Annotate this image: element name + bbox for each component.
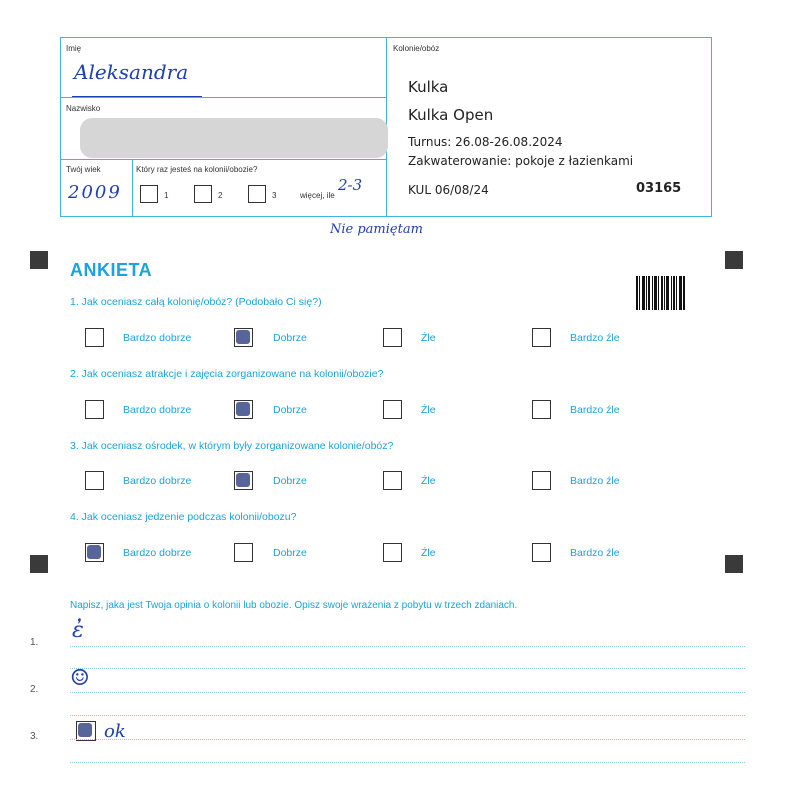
turnus: Turnus: 26.08-26.08.2024 <box>408 135 563 149</box>
form-number: 03165 <box>636 181 682 196</box>
answer-3-mark <box>76 721 96 741</box>
q1-option-zle[interactable] <box>383 328 402 347</box>
camp-label: Kolonie/obóz <box>393 44 440 53</box>
barcode <box>636 276 690 310</box>
answer-line <box>70 692 745 693</box>
q2-label-dobrze: Dobrze <box>273 404 307 416</box>
q3-label-zle: Źle <box>421 475 436 487</box>
handwritten-note: Nie pamiętam <box>330 222 423 237</box>
registration-marker <box>30 251 48 269</box>
answer-line <box>70 715 745 716</box>
camp-program: Kulka Open <box>408 106 494 124</box>
header-age-divider <box>132 159 133 217</box>
q2-option-bardzo-dobrze[interactable] <box>85 400 104 419</box>
camp-code: KUL 06/08/24 <box>408 183 489 197</box>
answer-3[interactable]: ok <box>104 721 126 742</box>
q3-option-bardzo-zle[interactable] <box>532 471 551 490</box>
q4-option-dobrze[interactable] <box>234 543 253 562</box>
q3-label-bardzo-dobrze: Bardzo dobrze <box>123 475 192 487</box>
q2-label-bardzo-zle: Bardzo źle <box>570 404 620 416</box>
accommodation: Zakwaterowanie: pokoje z łazienkami <box>408 154 634 168</box>
q2-label-bardzo-dobrze: Bardzo dobrze <box>123 404 192 416</box>
registration-marker <box>725 555 743 573</box>
camp-name: Kulka <box>408 78 449 96</box>
registration-marker <box>30 555 48 573</box>
registration-marker <box>725 251 743 269</box>
more-label: więcej, ile <box>300 191 335 200</box>
more-value: 2-3 <box>338 176 363 194</box>
q4-option-zle[interactable] <box>383 543 402 562</box>
answer-line <box>70 739 745 740</box>
q1-option-dobrze[interactable] <box>234 328 253 347</box>
times-label: Który raz jesteś na kolonii/obozie? <box>136 165 258 174</box>
first-name-value: Aleksandra <box>74 60 189 84</box>
q3-option-dobrze[interactable] <box>234 471 253 490</box>
q2-option-bardzo-zle[interactable] <box>532 400 551 419</box>
q1-label-bardzo-zle: Bardzo źle <box>570 332 620 344</box>
q1-label-bardzo-dobrze: Bardzo dobrze <box>123 332 192 344</box>
times-option-3: 3 <box>272 191 277 200</box>
survey-title: ANKIETA <box>70 260 153 280</box>
answer-line <box>70 646 745 647</box>
answer-line <box>70 762 745 763</box>
question-4: 4. Jak oceniasz jedzenie podczas kolonii/obozu? <box>70 511 297 523</box>
q1-label-zle: Źle <box>421 332 436 344</box>
header-row-line <box>60 159 386 160</box>
age-label: Twój wiek <box>66 165 101 174</box>
q3-option-bardzo-dobrze[interactable] <box>85 471 104 490</box>
q4-label-bardzo-dobrze: Bardzo dobrze <box>123 547 192 559</box>
q1-option-bardzo-zle[interactable] <box>532 328 551 347</box>
q4-label-dobrze: Dobrze <box>273 547 307 559</box>
answer-2[interactable]: ☺ <box>70 666 90 691</box>
question-2: 2. Jak oceniasz atrakcje i zajęcia zorganizowane na kolonii/obozie? <box>70 368 384 380</box>
header-row-line <box>60 97 386 98</box>
q2-label-zle: Źle <box>421 404 436 416</box>
times-option-1: 1 <box>164 191 169 200</box>
answer-line <box>70 668 745 669</box>
q3-label-bardzo-zle: Bardzo źle <box>570 475 620 487</box>
line-number-1: 1. <box>30 637 39 648</box>
answer-1[interactable]: ἐ <box>72 618 84 643</box>
first-name-label: Imię <box>66 44 82 53</box>
age-value: 2009 <box>68 182 122 203</box>
q4-label-zle: Źle <box>421 547 436 559</box>
redacted-last-name <box>80 118 388 158</box>
first-name-underline <box>72 96 202 97</box>
line-number-2: 2. <box>30 684 39 695</box>
times-checkbox-2[interactable] <box>194 185 212 203</box>
times-checkbox-1[interactable] <box>140 185 158 203</box>
question-1: 1. Jak oceniasz całą kolonię/obóz? (Podobało Ci się?) <box>70 296 322 308</box>
q1-label-dobrze: Dobrze <box>273 332 307 344</box>
times-option-2: 2 <box>218 191 223 200</box>
q1-option-bardzo-dobrze[interactable] <box>85 328 104 347</box>
q2-option-dobrze[interactable] <box>234 400 253 419</box>
q4-option-bardzo-zle[interactable] <box>532 543 551 562</box>
q3-option-zle[interactable] <box>383 471 402 490</box>
q2-option-zle[interactable] <box>383 400 402 419</box>
q4-option-bardzo-dobrze[interactable] <box>85 543 104 562</box>
q3-label-dobrze: Dobrze <box>273 475 307 487</box>
line-number-3: 3. <box>30 731 39 742</box>
question-3: 3. Jak oceniasz ośrodek, w którym były zorganizowane kolonie/obóz? <box>70 440 394 452</box>
opinion-prompt: Napisz, jaka jest Twoja opinia o kolonii lub obozie. Opisz swoje wrażenia z pobytu w trzech zdaniach. <box>70 600 518 611</box>
times-checkbox-3[interactable] <box>248 185 266 203</box>
q4-label-bardzo-zle: Bardzo źle <box>570 547 620 559</box>
last-name-label: Nazwisko <box>66 104 101 113</box>
